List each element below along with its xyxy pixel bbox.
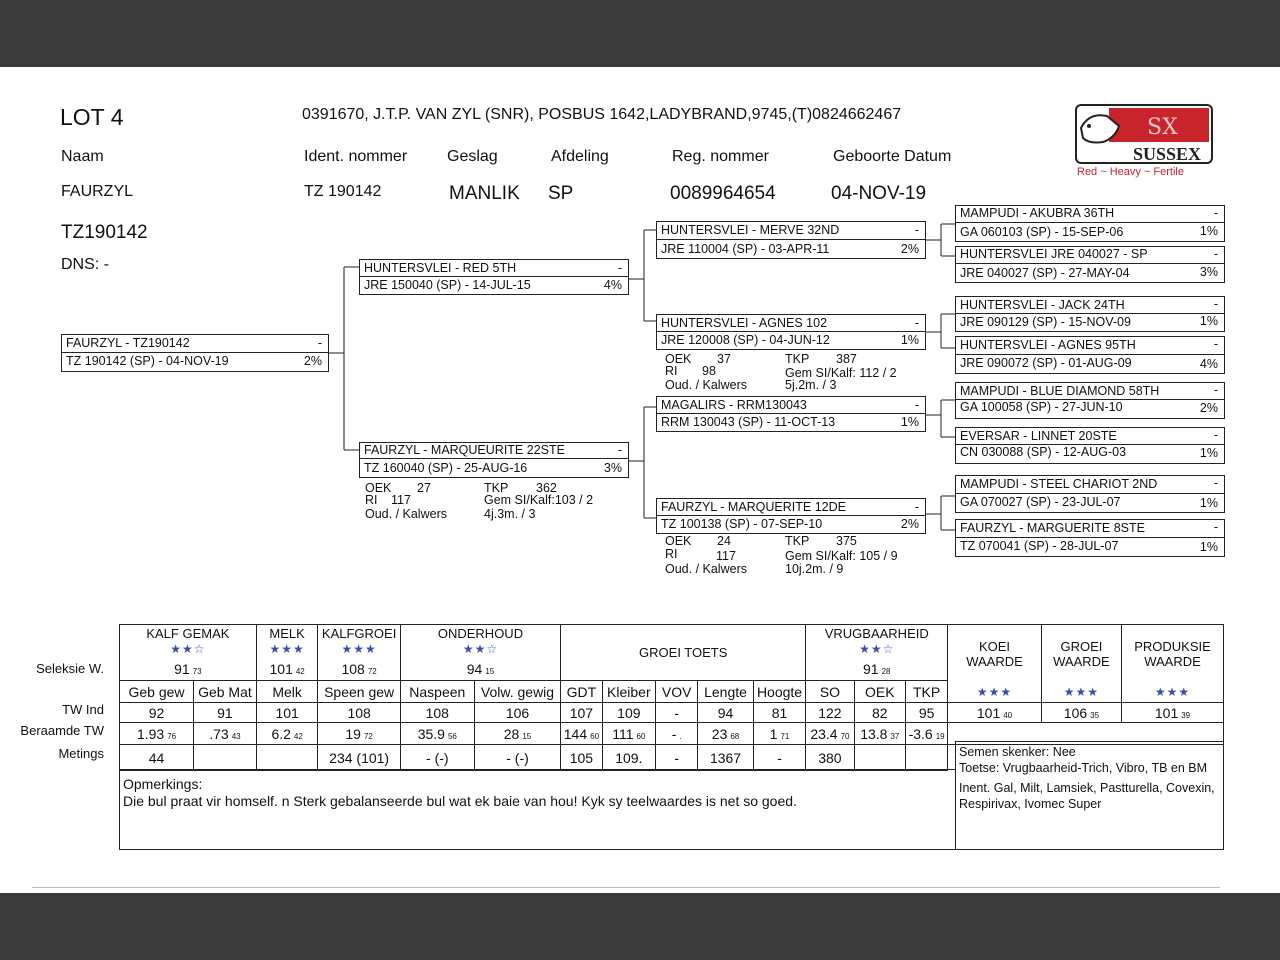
text-cell: 101: [1154, 704, 1179, 721]
stars-groei: ★★★: [1063, 685, 1100, 699]
text-cell: RI: [365, 493, 378, 507]
text-cell: TZ 070041 (SP) - 28-JUL-07: [960, 539, 1119, 553]
logo-tagline: Red ~ Heavy ~ Fertile: [1077, 166, 1184, 178]
pedigree-gg-5: [955, 382, 1225, 419]
remarks-text: Die bul praat vir homself. n Sterk gebalanseerde bul wat ek baie van hou! Kyk sy teelwaardes is net so goed.: [123, 793, 797, 809]
table-cell: 95: [906, 703, 948, 723]
value-geboorte: 04-NOV-19: [831, 183, 927, 204]
table-cell: [1122, 703, 1224, 723]
table-cell: [561, 723, 602, 745]
text-cell: 76: [167, 731, 177, 741]
text-cell: VRUGBAARHEID: [824, 626, 929, 642]
text-cell: -: [914, 316, 919, 330]
text-cell: -: [914, 500, 919, 514]
value-reg: 0089964654: [670, 183, 776, 204]
footer-divider: [32, 887, 1220, 888]
text-cell: FAURZYL - MARQUEURITE 22STE: [364, 443, 565, 457]
table-cell: - (-): [400, 745, 474, 771]
dns-status: DNS: -: [61, 256, 109, 273]
text-cell: Oud. / Kalwers: [665, 562, 747, 576]
text-cell: HUNTERSVLEI - AGNES 102: [661, 316, 828, 330]
table-cell: [948, 703, 1042, 723]
text-cell: 72: [367, 667, 377, 677]
text-cell: .: [679, 731, 682, 741]
text-cell: 60: [590, 731, 600, 741]
table-cell: Geb gew: [120, 681, 194, 703]
table-cell: TKP: [906, 681, 948, 703]
text-cell: OEK: [365, 481, 392, 495]
text-cell: 1%: [900, 333, 919, 347]
table-cell: - (-): [474, 745, 560, 771]
text-cell: Oud. / Kalwers: [365, 507, 447, 521]
text-cell: 101: [976, 704, 1001, 721]
table-cell: [698, 723, 754, 745]
text-cell: 35: [1090, 710, 1100, 720]
table-cell: [906, 745, 948, 771]
table-cell: -: [753, 745, 805, 771]
text-cell: 2%: [303, 354, 322, 368]
group-melk: [256, 625, 318, 659]
table-cell: 122: [806, 703, 854, 723]
text-cell: -: [617, 443, 622, 457]
text-cell: KALFGROEI: [321, 626, 397, 642]
text-cell: .73: [209, 725, 229, 742]
group-onderhoud: [400, 625, 560, 659]
text-cell: 387: [836, 352, 857, 366]
table-cell: [906, 723, 948, 745]
table-cell: 44: [120, 745, 194, 771]
text-cell: 23.4: [810, 725, 838, 742]
group-kalfgroei: [318, 625, 400, 659]
text-cell: 375: [836, 534, 857, 548]
health-info-box: [955, 741, 1224, 850]
pedigree-gg-7: [955, 475, 1225, 513]
text-cell: OEK: [665, 352, 692, 366]
table-cell: [656, 723, 698, 745]
row-label-seleksie: Seleksie W.: [36, 661, 104, 676]
text-cell: 24: [717, 534, 731, 548]
text-cell: -: [914, 398, 919, 412]
text-cell: 42: [293, 731, 303, 741]
text-cell: FAURZYL - MARQUERITE 12DE: [661, 500, 846, 514]
text-cell: -: [1213, 476, 1218, 490]
text-cell: MAGALIRS - RRM130043: [661, 398, 807, 412]
text-cell: GA 100058 (SP) - 27-JUN-10: [960, 400, 1123, 414]
table-cell: 109.: [602, 745, 655, 771]
text-cell: -: [914, 223, 919, 237]
pedigree-sire-sire: [656, 221, 926, 259]
text-cell: -: [1213, 297, 1218, 311]
text-cell: 2%: [900, 242, 919, 256]
text-cell: JRE 090072 (SP) - 01-AUG-09: [960, 356, 1132, 370]
text-cell: MAMPUDI - AKUBRA 36TH: [960, 206, 1115, 220]
row-tw-ind: [120, 703, 1224, 723]
text-cell: 23: [711, 725, 728, 742]
text-cell: RI: [665, 364, 678, 378]
text-cell: Gem SI/Kalf:103 / 2: [484, 493, 594, 507]
group-groei-waarde: [1041, 625, 1121, 703]
text-cell: 94: [466, 661, 483, 678]
stars-melk: ★★★: [269, 642, 305, 657]
table-cell: Lengte: [698, 681, 754, 703]
text-cell: 91: [174, 661, 190, 678]
table-cell: [474, 723, 560, 745]
table-cell: [1041, 703, 1121, 723]
table-cell: -: [656, 703, 698, 723]
text-cell: 101: [269, 661, 293, 678]
text-cell: 117: [716, 549, 736, 563]
text-cell: MELK: [269, 626, 305, 642]
text-cell: TZ 190142 (SP) - 04-NOV-19: [66, 354, 229, 368]
text-cell: -: [1213, 520, 1218, 534]
text-cell: 1: [769, 725, 778, 742]
text-cell: 13.8: [860, 725, 888, 742]
text-cell: 4%: [1199, 357, 1218, 371]
text-cell: JRE 150040 (SP) - 14-JUL-15: [364, 278, 531, 292]
text-cell: 19: [935, 731, 945, 741]
text-cell: 108: [341, 661, 365, 678]
table-cell: [854, 723, 905, 745]
table-cell: 94: [698, 703, 754, 723]
text-cell: 1%: [1199, 446, 1218, 460]
table-cell: 105: [561, 745, 602, 771]
pedigree-sire: [359, 259, 629, 295]
label-afdeling: Afdeling: [551, 148, 609, 165]
text-cell: -: [1213, 383, 1218, 397]
pedigree-gg-2: [955, 246, 1225, 283]
table-cell: GDT: [561, 681, 602, 703]
table-cell: 81: [753, 703, 805, 723]
stars-vrugbaarheid: ★★☆: [859, 642, 895, 657]
text-cell: 5j.2m. / 3: [785, 378, 837, 392]
stars-kalfgroei: ★★★: [341, 642, 377, 657]
group-kalf-gemak: [120, 625, 257, 659]
text-cell: CN 030088 (SP) - 12-AUG-03: [960, 445, 1127, 459]
animal-tag: TZ190142: [61, 222, 148, 243]
owner-info: 0391670, J.T.P. VAN ZYL (SNR), POSBUS 1642,LADYBRAND,9745,(T)0824662467: [302, 106, 902, 123]
text-cell: JRE 040027 (SP) - 27-MAY-04: [960, 266, 1130, 280]
pedigree-gg-6: [955, 427, 1225, 464]
value-naam: FAURZYL: [61, 183, 134, 200]
text-cell: 35.9: [417, 725, 445, 742]
value-afdeling: SP: [548, 183, 574, 204]
table-cell: 101: [256, 703, 318, 723]
text-cell: HUNTERSVLEI - JACK 24TH: [960, 298, 1125, 312]
text-cell: 15: [522, 731, 532, 741]
text-cell: MAMPUDI - STEEL CHARIOT 2ND: [960, 477, 1158, 491]
table-cell: 82: [854, 703, 905, 723]
label-geboorte: Geboorte Datum: [833, 148, 952, 165]
text-cell: 1%: [1199, 496, 1218, 510]
text-cell: 1%: [1199, 224, 1218, 238]
text-cell: PRODUKSIE WAARDE: [1134, 639, 1211, 669]
pedigree-gg-3: [955, 296, 1225, 332]
text-cell: 144: [563, 725, 588, 742]
text-cell: 43: [231, 731, 241, 741]
table-cell: 106: [474, 703, 560, 723]
row-label-metings: Metings: [58, 746, 104, 761]
stars-onderhoud: ★★☆: [462, 642, 499, 657]
text-cell: Oud. / Kalwers: [665, 378, 747, 392]
group-vrugbaarheid: [806, 625, 948, 659]
pedigree-gg-8: [955, 519, 1225, 557]
logo-brand: SUSSEX: [1133, 144, 1202, 164]
text-cell: TKP: [785, 352, 810, 366]
text-cell: EVERSAR - LINNET 20STE: [960, 429, 1117, 443]
text-cell: 106: [1063, 704, 1088, 721]
text-cell: OEK: [665, 534, 692, 548]
text-cell: HUNTERSVLEI - RED 5TH: [364, 261, 517, 275]
text-cell: JRE 110004 (SP) - 03-APR-11: [661, 242, 830, 256]
text-cell: -: [1213, 247, 1218, 261]
pedigree-dam: [359, 442, 629, 478]
text-cell: HUNTERSVLEI JRE 040027 - SP: [960, 247, 1148, 261]
text-cell: KALF GEMAK: [146, 626, 230, 642]
text-cell: -: [617, 261, 622, 275]
table-cell: Kleiber: [602, 681, 655, 703]
text-cell: -: [1213, 206, 1218, 220]
text-cell: Gem SI/Kalf: 112 / 2: [785, 366, 897, 380]
value-ident: TZ 190142: [304, 183, 382, 200]
text-cell: 3%: [603, 461, 622, 475]
table-cell: [400, 723, 474, 745]
table-cell: Hoogte: [753, 681, 805, 703]
table-cell: 92: [120, 703, 194, 723]
text-cell: 362: [536, 481, 557, 495]
table-cell: VOV: [656, 681, 698, 703]
text-cell: 1.93: [136, 725, 165, 742]
table-cell: OEK: [854, 681, 905, 703]
table-cell: [806, 723, 854, 745]
text-cell: -: [317, 336, 322, 350]
pedigree-sire-dam: [656, 314, 926, 350]
label-naam: Naam: [61, 148, 104, 165]
group-koei-waarde: [948, 625, 1042, 703]
text-cell: 2%: [900, 517, 919, 531]
text-cell: 4j.3m. / 3: [484, 507, 536, 521]
text-cell: 111: [612, 725, 634, 742]
text-cell: 3%: [1199, 265, 1218, 279]
text-cell: 39: [1181, 710, 1191, 720]
value-geslag: MANLIK: [449, 183, 520, 204]
text-cell: ONDERHOUD: [437, 626, 524, 642]
table-cell: -: [656, 745, 698, 771]
text-cell: TKP: [484, 481, 509, 495]
table-cell: Melk: [256, 681, 318, 703]
table-cell: 109: [602, 703, 655, 723]
table-cell: 91: [194, 703, 257, 723]
label-ident: Ident. nommer: [304, 148, 408, 165]
text-cell: 71: [780, 731, 790, 741]
seleksie-vrugbaarheid: [806, 659, 948, 681]
text-cell: 91: [862, 661, 879, 678]
text-cell: HUNTERSVLEI - AGNES 95TH: [960, 338, 1136, 352]
table-cell: Speen gew: [318, 681, 400, 703]
table-cell: 108: [400, 703, 474, 723]
table-cell: 1367: [698, 745, 754, 771]
text-cell: TZ 160040 (SP) - 25-AUG-16: [364, 461, 528, 475]
text-cell: 1%: [1199, 314, 1218, 328]
seleksie-kalfgemak: [120, 659, 257, 681]
table-cell: 107: [561, 703, 602, 723]
seleksie-melk: [256, 659, 318, 681]
table-cell: [602, 723, 655, 745]
text-cell: 27: [417, 481, 431, 495]
text-cell: 15: [485, 667, 495, 677]
text-cell: 70: [840, 731, 850, 741]
text-cell: 37: [717, 352, 731, 366]
table-cell: [120, 723, 194, 745]
text-cell: JRE 120008 (SP) - 04-JUN-12: [661, 333, 830, 347]
text-cell: GA 070027 (SP) - 23-JUL-07: [960, 495, 1121, 509]
table-cell: [194, 745, 257, 771]
stars-koei: ★★★: [976, 685, 1013, 699]
text-cell: FAURZYL - TZ190142: [66, 336, 190, 350]
pedigree-dam-dam: [656, 498, 926, 534]
text-cell: 4%: [603, 278, 622, 292]
text-cell: 19: [345, 725, 361, 742]
row-label-beraamde: Beraamde TW: [20, 723, 104, 738]
table-cell: [194, 723, 257, 745]
group-groei-toets: GROEI TOETS: [561, 625, 806, 681]
text-cell: 28: [881, 667, 891, 677]
text-cell: 37: [890, 731, 900, 741]
text-cell: GROEI WAARDE: [1053, 639, 1110, 669]
text-cell: 6.2: [271, 725, 291, 742]
tests: Toetse: Vrugbaarheid-Trich, Vibro, TB en BM: [959, 761, 1208, 775]
text-cell: TKP: [785, 534, 810, 548]
text-cell: 2%: [1199, 401, 1218, 415]
seleksie-onderhoud: [400, 659, 560, 681]
text-cell: RI: [665, 547, 678, 561]
text-cell: MAMPUDI - BLUE DIAMOND 58TH: [960, 384, 1160, 398]
table-cell: [854, 745, 905, 771]
text-cell: -: [1213, 428, 1218, 442]
text-cell: 68: [730, 731, 740, 741]
table-cell: 108: [318, 703, 400, 723]
table-cell: [753, 723, 805, 745]
stars-kalf-gemak: ★★☆: [170, 642, 206, 657]
table-cell: [256, 723, 318, 745]
text-cell: TZ 100138 (SP) - 07-SEP-10: [661, 517, 823, 531]
table-cell: [256, 745, 318, 771]
group-produksie-waarde: [1122, 625, 1224, 703]
text-cell: 28: [503, 725, 520, 742]
vaccinations: Inent. Gal, Milt, Lamsiek, Pastturella, Covexin, Respirivax, Ivomec Super: [959, 781, 1215, 811]
stars-produksie: ★★★: [1154, 685, 1191, 699]
seleksie-kalfgroei: [318, 659, 400, 681]
table-cell: Volw. gewig: [474, 681, 560, 703]
text-cell: -3.6: [908, 725, 933, 742]
text-cell: FAURZYL - MARGUERITE 8STE: [960, 521, 1145, 535]
text-cell: 40: [1003, 710, 1013, 720]
logo-letters: SX: [1147, 115, 1178, 140]
table-cell: Naspeen: [400, 681, 474, 703]
table-cell: 234 (101): [318, 745, 400, 771]
table-cell: Geb Mat: [194, 681, 257, 703]
text-cell: 1%: [900, 415, 919, 429]
text-cell: 117: [391, 493, 411, 507]
label-geslag: Geslag: [447, 148, 498, 165]
text-cell: Gem SI/Kalf: 105 / 9: [785, 549, 898, 563]
text-cell: 1%: [1199, 540, 1218, 554]
text-cell: 72: [363, 731, 373, 741]
row-label-twind: TW Ind: [62, 702, 104, 717]
text-cell: KOEI WAARDE: [966, 639, 1023, 669]
text-cell: 56: [447, 731, 457, 741]
pedigree-gg-1: [955, 205, 1225, 242]
text-cell: 73: [192, 667, 202, 677]
text-cell: 98: [702, 364, 716, 378]
text-cell: 42: [295, 667, 305, 677]
text-cell: JRE 090129 (SP) - 15-NOV-09: [960, 315, 1131, 329]
text-cell: -: [671, 725, 677, 742]
text-cell: -: [1213, 337, 1218, 351]
pedigree-dam-sire: [656, 396, 926, 432]
remarks-box: [119, 769, 956, 850]
lot-number: LOT 4: [60, 104, 124, 130]
text-cell: HUNTERSVLEI - MERVE 32ND: [661, 223, 840, 237]
text-cell: RRM 130043 (SP) - 11-OCT-13: [661, 415, 836, 429]
table-cell: [318, 723, 400, 745]
text-cell: 60: [636, 731, 646, 741]
semen-donor: Semen skenker: Nee: [959, 745, 1076, 759]
label-reg: Reg. nommer: [672, 148, 769, 165]
table-cell: SO: [806, 681, 854, 703]
remarks-label: Opmerkings:: [123, 776, 203, 792]
table-cell: 380: [806, 745, 854, 771]
pedigree-gg-4: [955, 336, 1225, 374]
text-cell: 10j.2m. / 9: [785, 562, 844, 576]
pedigree-animal: [61, 334, 329, 372]
text-cell: GA 060103 (SP) - 15-SEP-06: [960, 225, 1124, 239]
